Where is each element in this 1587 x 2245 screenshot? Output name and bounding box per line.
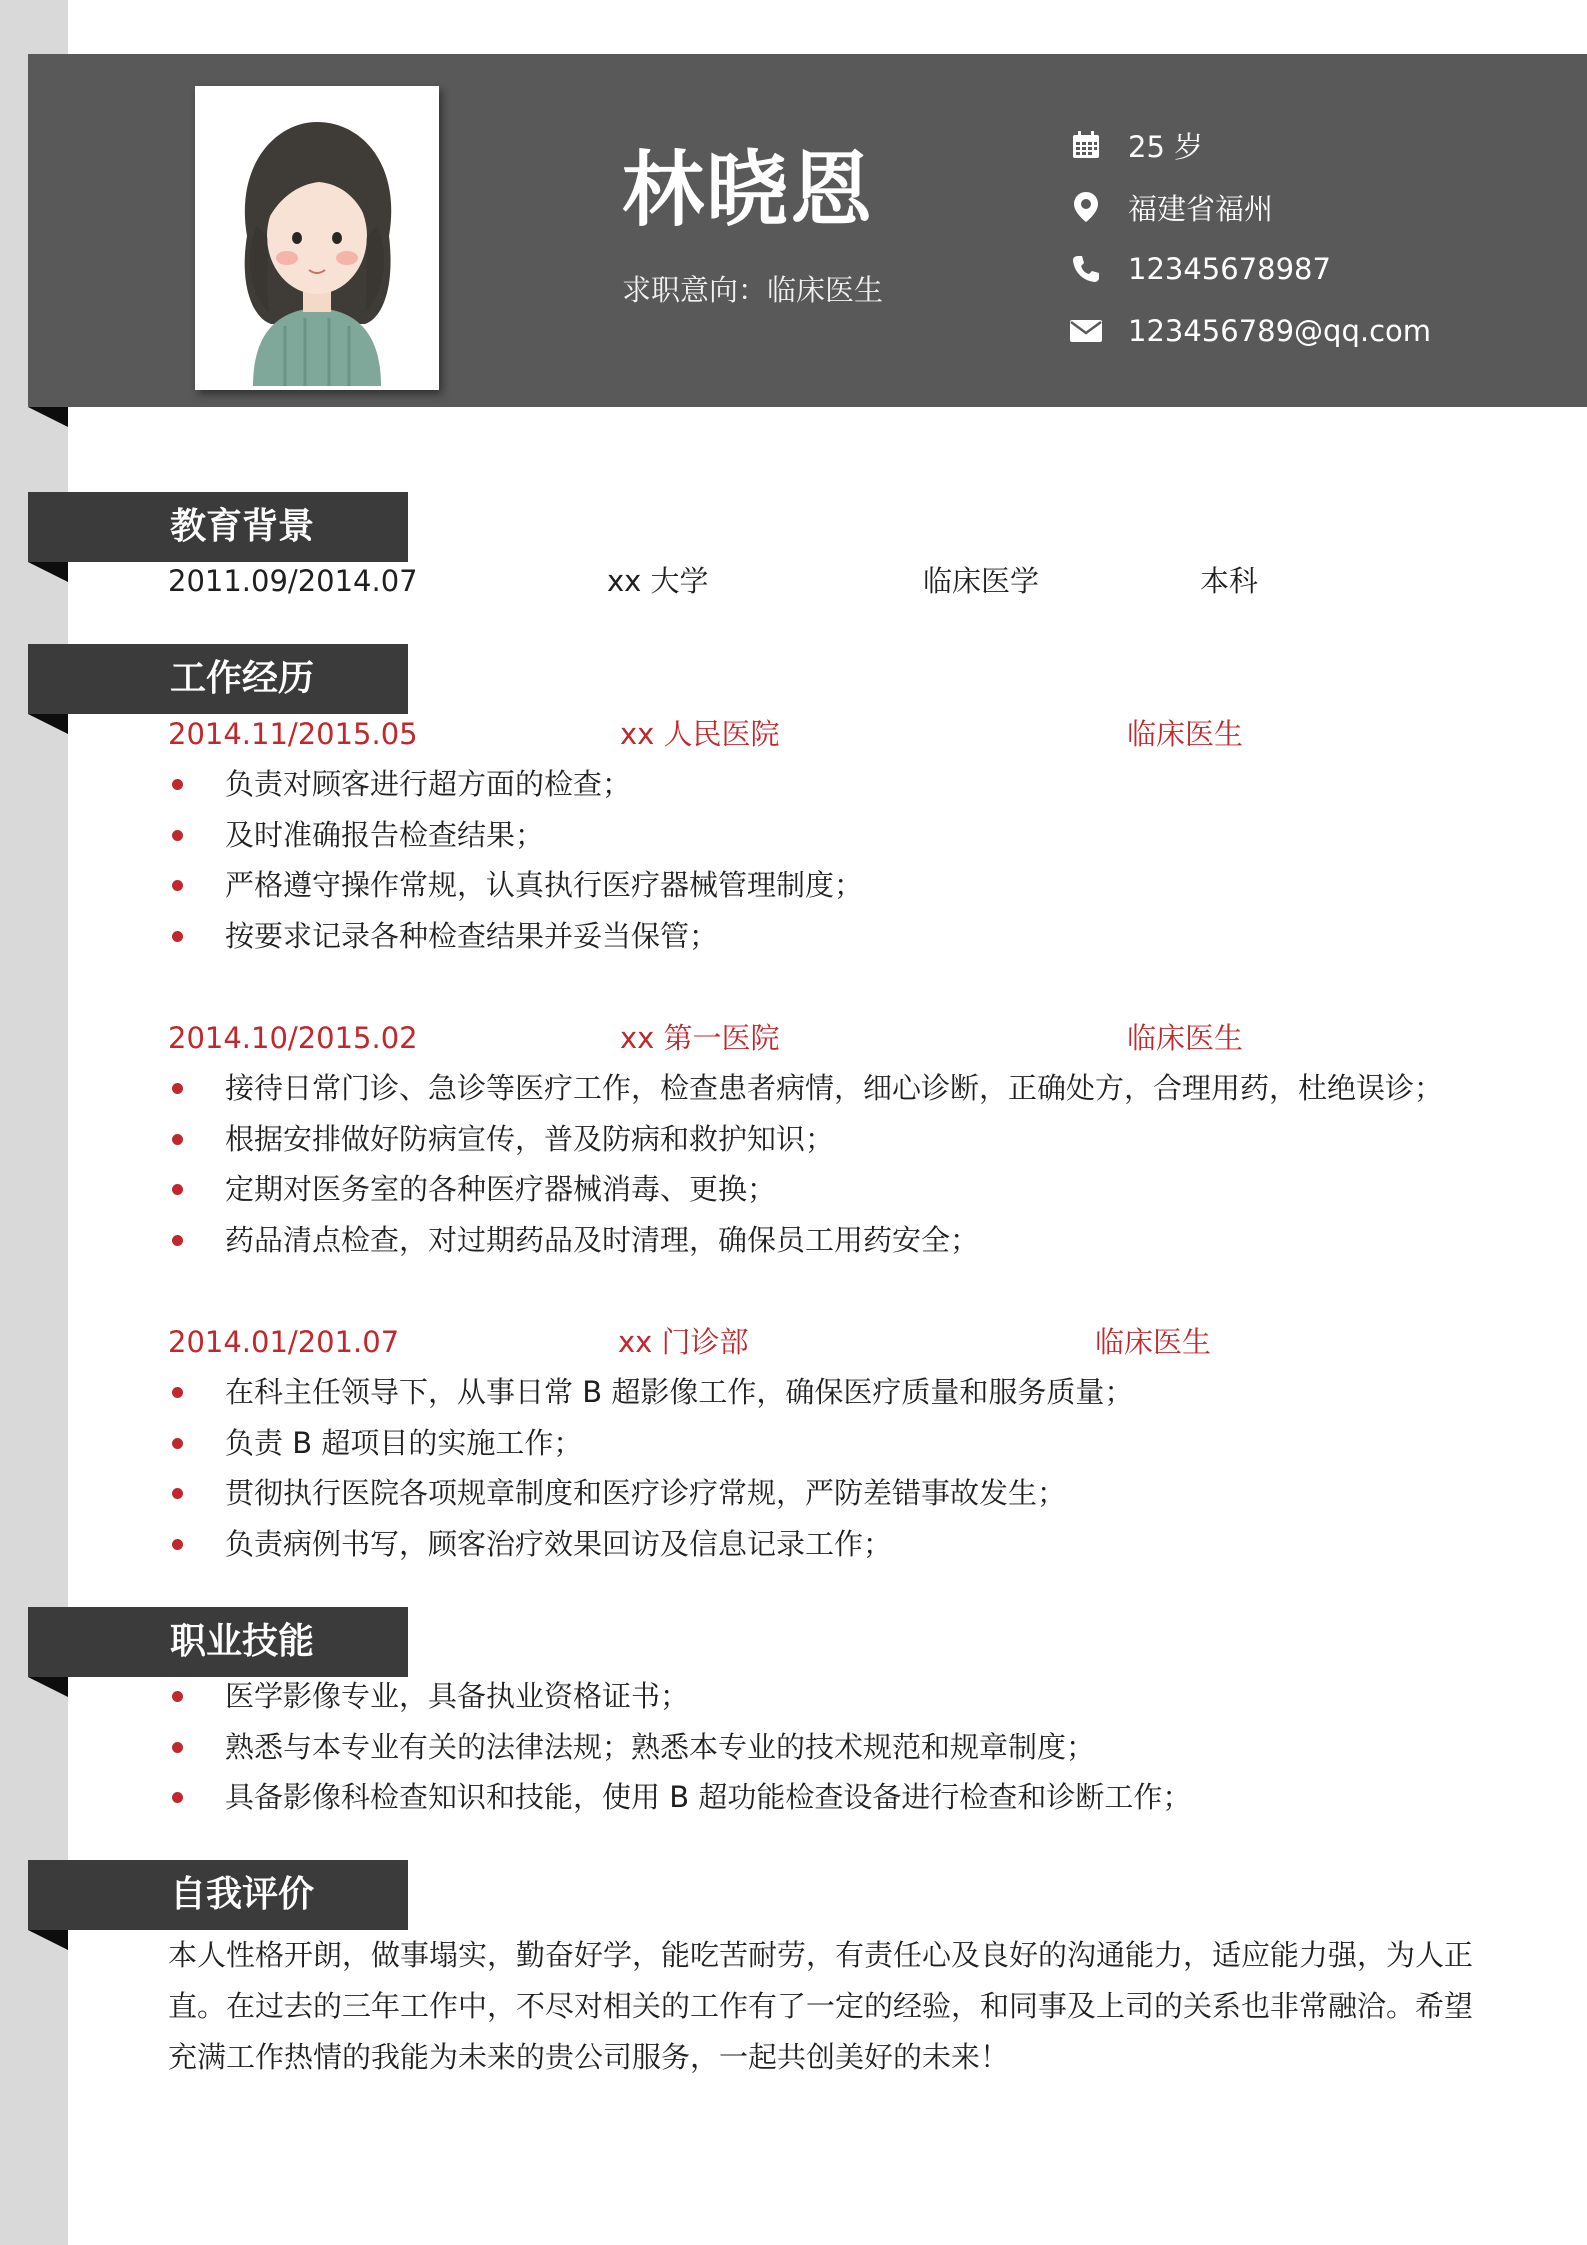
avatar — [195, 86, 439, 390]
candidate-name: 林晓恩 — [622, 143, 875, 238]
edu-major: 临床医学 — [923, 564, 1040, 598]
job-1-period: 2014.11/2015.05 — [168, 717, 418, 751]
job-3-period: 2014.01/201.07 — [168, 1325, 400, 1359]
info-age — [1068, 125, 1203, 165]
location-pin-icon — [1068, 189, 1104, 225]
job-3-position: 临床医生 — [1095, 1325, 1212, 1359]
bullet-dot — [172, 1438, 183, 1449]
skill-item: 医学影像专业，具备执业资格证书； — [225, 1679, 690, 1713]
skill-item: 熟悉与本专业有关的法律法规；熟悉本专业的技术规范和规章制度； — [225, 1730, 1096, 1764]
skill-item: 具备影像科检查知识和技能，使用 B 超功能检查设备进行检查和诊断工作； — [225, 1780, 1192, 1814]
info-email — [1068, 311, 1431, 351]
job-3-company: xx 门诊部 — [618, 1325, 749, 1359]
bullet-dot — [172, 1742, 183, 1753]
section-self-eval-title: 自我评价 — [170, 1874, 315, 1915]
job-1-duty: 按要求记录各种检查结果并妥当保管； — [225, 919, 719, 953]
job-1-duty: 及时准确报告检查结果； — [225, 818, 545, 852]
job-3-duty: 负责 B 超项目的实施工作； — [225, 1426, 583, 1460]
email-text: 123456789@qq.com — [1128, 314, 1432, 348]
job-1-company: xx 人民医院 — [620, 717, 780, 751]
job-2-duty: 药品清点检查，对过期药品及时清理，确保员工用药安全； — [225, 1223, 980, 1257]
job-2-duty: 根据安排做好防病宣传，普及防病和救护知识； — [225, 1122, 835, 1156]
job-2-duty: 定期对医务室的各种医疗器械消毒、更换； — [225, 1172, 777, 1206]
info-phone — [1068, 249, 1331, 289]
edu-school: xx 大学 — [607, 564, 709, 598]
edu-degree: 本科 — [1200, 564, 1259, 598]
section-fold — [28, 562, 68, 582]
section-fold — [28, 1677, 68, 1697]
bullet-dot — [172, 1691, 183, 1702]
bullet-dot — [172, 1539, 183, 1550]
job-2-duty: 接待日常门诊、急诊等医疗工作，检查患者病情，细心诊断，正确处方，合理用药，杜绝误诊； — [225, 1071, 1444, 1105]
job-1-duty: 负责对顾客进行超方面的检查； — [225, 767, 632, 801]
calendar-icon — [1068, 127, 1104, 163]
section-education-header — [28, 492, 408, 562]
job-3-duty: 贯彻执行医院各项规章制度和医疗诊疗常规，严防差错事故发生； — [225, 1476, 1067, 1510]
section-work-title: 工作经历 — [170, 658, 315, 699]
bullet-dot — [172, 1235, 183, 1246]
job-intent: 求职意向：临床医生 — [622, 273, 884, 307]
location-text: 福建省福州 — [1128, 191, 1274, 226]
job-1-position: 临床医生 — [1127, 717, 1244, 751]
age-text: 25 岁 — [1128, 129, 1204, 164]
bullet-dot — [172, 931, 183, 942]
phone-text: 12345678987 — [1128, 252, 1331, 286]
job-2-period: 2014.10/2015.02 — [168, 1021, 418, 1055]
bullet-dot — [172, 830, 183, 841]
job-1-duty: 严格遵守操作常规，认真执行医疗器械管理制度； — [225, 868, 864, 902]
job-2-position: 临床医生 — [1127, 1021, 1244, 1055]
phone-icon — [1068, 251, 1104, 287]
bullet-dot — [172, 1184, 183, 1195]
bullet-dot — [172, 1387, 183, 1398]
mail-icon — [1068, 313, 1104, 349]
section-skills-header — [28, 1607, 408, 1677]
bullet-dot — [172, 1488, 183, 1499]
section-work-header — [28, 644, 408, 714]
section-self-eval-header — [28, 1860, 408, 1930]
job-3-duty: 在科主任领导下，从事日常 B 超影像工作，确保医疗质量和服务质量； — [225, 1375, 1134, 1409]
job-2-company: xx 第一医院 — [620, 1021, 780, 1055]
header-fold — [28, 407, 68, 427]
section-fold — [28, 714, 68, 734]
section-fold — [28, 1930, 68, 1950]
self-eval-text: 本人性格开朗，做事塌实，勤奋好学，能吃苦耐劳，有责任心及良好的沟通能力，适应能力强，为人正直。在过去的三年工作中，不尽对相关的工作有了一定的经验，和同事及上司的关系也非常融洽。希望充满工作热情的我能为未来的贵公司服务，一起共创美好的未来！ — [168, 1938, 1474, 2074]
job-3-duty: 负责病例书写，顾客治疗效果回访及信息记录工作； — [225, 1527, 893, 1561]
bullet-dot — [172, 779, 183, 790]
bullet-dot — [172, 1134, 183, 1145]
bullet-dot — [172, 1083, 183, 1094]
avatar-illustration — [195, 86, 439, 390]
info-location — [1068, 187, 1273, 227]
section-education-title: 教育背景 — [170, 506, 315, 547]
bullet-dot — [172, 880, 183, 891]
section-skills-title: 职业技能 — [170, 1621, 315, 1662]
edu-period: 2011.09/2014.07 — [168, 564, 418, 598]
bullet-dot — [172, 1792, 183, 1803]
